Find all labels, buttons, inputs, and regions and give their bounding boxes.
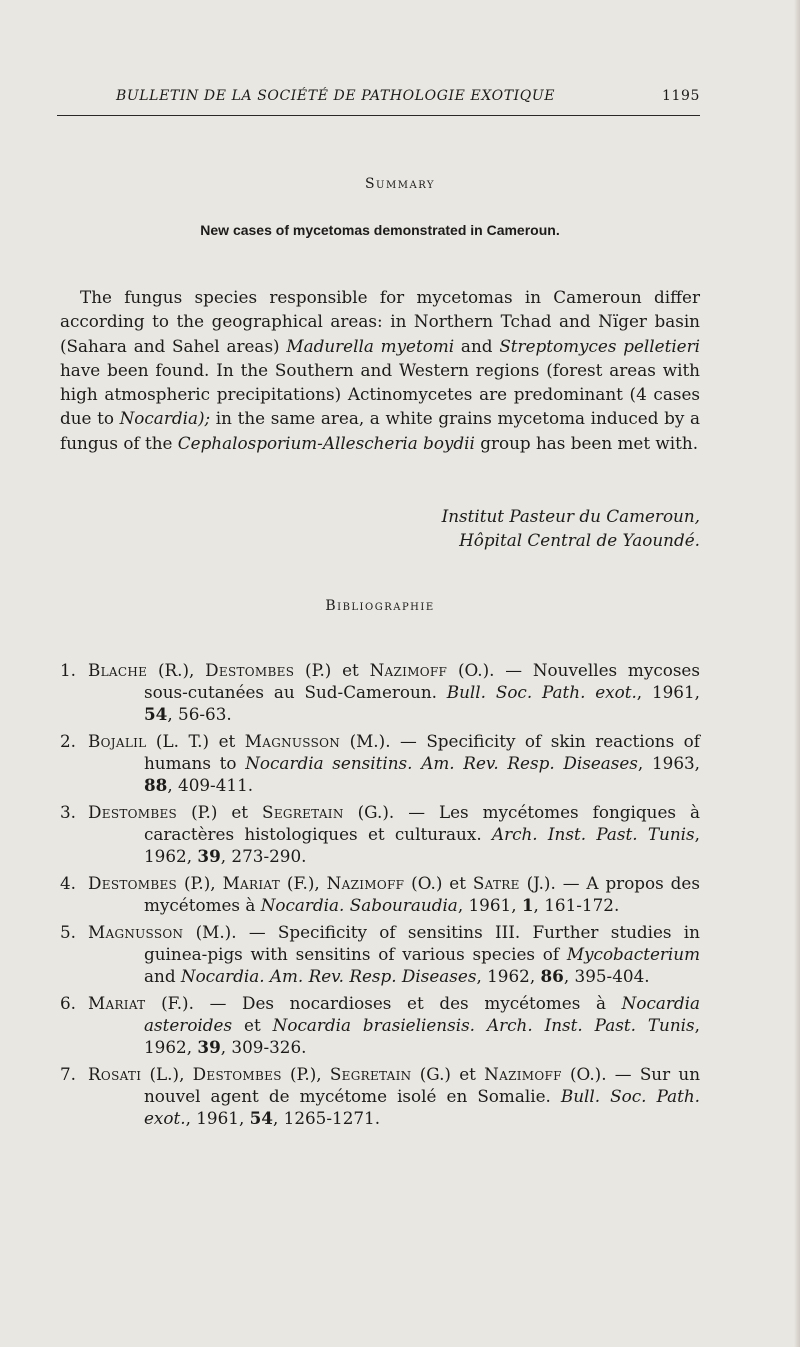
reference-volume: 39: [197, 1037, 221, 1057]
species-name: Cephalosporium-Allescheria boydii: [177, 432, 475, 453]
species-name: Madurella myetomi: [286, 335, 455, 356]
summary-paragraph: [60, 285, 700, 455]
reference-pages: , 1265-1271.: [272, 1108, 381, 1128]
reference-title-italic: Nocardia asteroides: [144, 993, 700, 1035]
author-initials: (O.) et: [404, 873, 473, 893]
author-initials: (F.). —: [145, 993, 243, 1013]
reference-pages: , 309-326.: [220, 1037, 307, 1057]
reference-title: et: [232, 1015, 273, 1035]
reference-title-italic: Nocardia sensitins.: [245, 753, 413, 773]
author-name: Nazimoff: [369, 660, 448, 680]
reference-year: , 1962,: [144, 1015, 700, 1057]
reference-title: Nouvelles mycoses sous-cutanées au Sud-Cameroun.: [144, 660, 700, 702]
reference-item: [60, 921, 700, 987]
reference-body: [88, 659, 700, 725]
reference-title: A propos des mycétomes à: [144, 873, 700, 915]
reference-item: [60, 659, 700, 725]
author-initials: (J.). —: [519, 873, 587, 893]
reference-volume: 39: [197, 846, 221, 866]
reference-body: [88, 730, 701, 796]
author-name: Destombes: [88, 873, 178, 893]
reference-title: Specificity of skin reactions of humans to: [144, 731, 701, 773]
reference-body: [88, 992, 700, 1058]
author-name: Magnusson: [244, 731, 341, 751]
reference-number: 5.: [60, 922, 77, 942]
author-name: Segretain: [262, 802, 344, 822]
reference-pages: , 395-404.: [563, 966, 650, 986]
author-name: Destombes: [88, 802, 178, 822]
reference-number: 3.: [60, 802, 77, 822]
author-initials: (G.) et: [411, 1064, 485, 1084]
reference-title-italic: Nocardia.: [260, 895, 345, 915]
reference-year: , 1961,: [185, 1108, 250, 1128]
summary-text: The fungus species responsible for mycetomas in Cameroun differ according to the geographical areas: in Northern Tchad and Nïger basin (Sahara and Sahel areas): [60, 287, 700, 356]
reference-volume: 54: [144, 704, 168, 724]
reference-body: [88, 921, 700, 987]
reference-year: , 1961,: [636, 682, 700, 702]
author-name: Bojalil: [88, 731, 147, 751]
reference-pages: , 273-290.: [220, 846, 307, 866]
affiliation: [380, 504, 700, 552]
author-initials: (R.),: [147, 660, 206, 680]
header-rule: [57, 115, 700, 116]
reference-title-italic: Mycobacterium: [566, 944, 700, 964]
author-initials: (P.) et: [294, 660, 370, 680]
reference-item: [60, 992, 700, 1058]
author-initials: (O.). —: [561, 1064, 640, 1084]
reference-journal: Bull. Soc. Path. exot.: [144, 1086, 701, 1128]
author-initials: (P.) et: [177, 802, 263, 822]
reference-journal: Bull. Soc. Path. exot.: [446, 682, 637, 702]
reference-volume: 1: [521, 895, 534, 915]
reference-number: 1.: [60, 660, 77, 680]
reference-body: [88, 872, 700, 916]
journal-title: BULLETIN DE LA SOCIÉTÉ DE PATHOLOGIE EXOTIQUE: [116, 88, 556, 104]
reference-body: [88, 1063, 701, 1129]
reference-title-italic: Nocardia.: [180, 966, 265, 986]
reference-number: 4.: [60, 873, 77, 893]
reference-body: [88, 801, 700, 867]
author-initials: (F.),: [280, 873, 327, 893]
reference-volume: 88: [144, 775, 168, 795]
reference-pages: , 409-411.: [167, 775, 254, 795]
author-name: Destombes: [192, 1064, 282, 1084]
author-initials: (P.),: [177, 873, 223, 893]
reference-year: , 1963,: [637, 753, 701, 773]
reference-item: [60, 1063, 700, 1129]
bibliography-heading: Bibliographie: [325, 598, 435, 614]
author-name: Magnusson: [88, 922, 184, 942]
reference-title: Sur un nouvel agent de mycétome isolé en Somalie.: [144, 1064, 701, 1106]
reference-pages: , 161-172.: [533, 895, 620, 915]
reference-journal: Arch. Inst. Past. Tunis: [491, 824, 695, 844]
author-initials: (P.),: [281, 1064, 330, 1084]
summary-heading: Summary: [364, 176, 436, 192]
affiliation-line: Institut Pasteur du Cameroun,: [441, 506, 700, 526]
author-name: Nazimoff: [484, 1064, 562, 1084]
reference-volume: 54: [249, 1108, 273, 1128]
reference-number: 2.: [60, 731, 77, 751]
summary-text: have been found. In the Southern and Western regions (forest areas with high atmospheric precipitations) Actinomycetes are predominant (4 cases due to: [60, 359, 700, 429]
affiliation-line: Hôpital Central de Yaoundé.: [459, 530, 700, 550]
summary-text: and: [454, 335, 500, 356]
reference-volume: 86: [540, 966, 564, 986]
reference-item: [60, 730, 700, 796]
author-name: Satre: [472, 873, 520, 893]
reference-journal: Sabouraudia: [344, 895, 458, 915]
page-edge-shadow: [794, 0, 800, 1347]
species-name: Nocardia);: [119, 408, 211, 429]
author-name: Destombes: [205, 660, 295, 680]
summary-subtitle: New cases of mycetomas demonstrated in Cameroun.: [200, 222, 560, 238]
author-name: Mariat: [88, 993, 146, 1013]
author-name: Mariat: [222, 873, 281, 893]
author-name: Blache: [88, 660, 148, 680]
author-name: Rosati: [88, 1064, 142, 1084]
author-initials: (L.),: [141, 1064, 193, 1084]
reference-title-italic: Nocardia brasieliensis.: [272, 1015, 476, 1035]
author-initials: (G.). —: [343, 802, 439, 822]
page-number: 1195: [661, 88, 700, 104]
summary-text: group has been met with.: [474, 432, 699, 453]
reference-year: , 1962,: [476, 966, 541, 986]
reference-title: Des nocardioses et des mycétomes à: [242, 993, 622, 1013]
reference-title: and: [144, 966, 181, 986]
species-name: Streptomyces pelletieri: [499, 335, 701, 356]
reference-item: [60, 872, 700, 916]
reference-year: , 1961,: [457, 895, 522, 915]
reference-title: Specificity of sensitins III. Further studies in guinea-pigs with sensitins of various species of: [144, 922, 700, 964]
author-initials: (O.). —: [447, 660, 533, 680]
summary-text: in the same area, a white grains mycetoma induced by a fungus of the: [60, 408, 700, 453]
reference-number: 6.: [60, 993, 77, 1013]
author-initials: (M.). —: [340, 731, 427, 751]
author-initials: (L. T.) et: [146, 731, 245, 751]
author-name: Segretain: [329, 1064, 412, 1084]
reference-list: [60, 659, 700, 1134]
author-name: Nazimoff: [326, 873, 405, 893]
author-initials: (M.). —: [183, 922, 278, 942]
reference-year: , 1962,: [144, 824, 700, 866]
reference-pages: , 56-63.: [167, 704, 232, 724]
reference-journal: Am. Rev. Resp. Diseases: [264, 966, 477, 986]
reference-item: [60, 801, 700, 867]
reference-title: Les mycétomes fongiques à caractères histologiques et culturaux.: [144, 802, 700, 844]
reference-number: 7.: [60, 1064, 77, 1084]
reference-journal: Am. Rev. Resp. Diseases: [412, 753, 638, 773]
reference-journal: Arch. Inst. Past. Tunis: [475, 1015, 695, 1035]
